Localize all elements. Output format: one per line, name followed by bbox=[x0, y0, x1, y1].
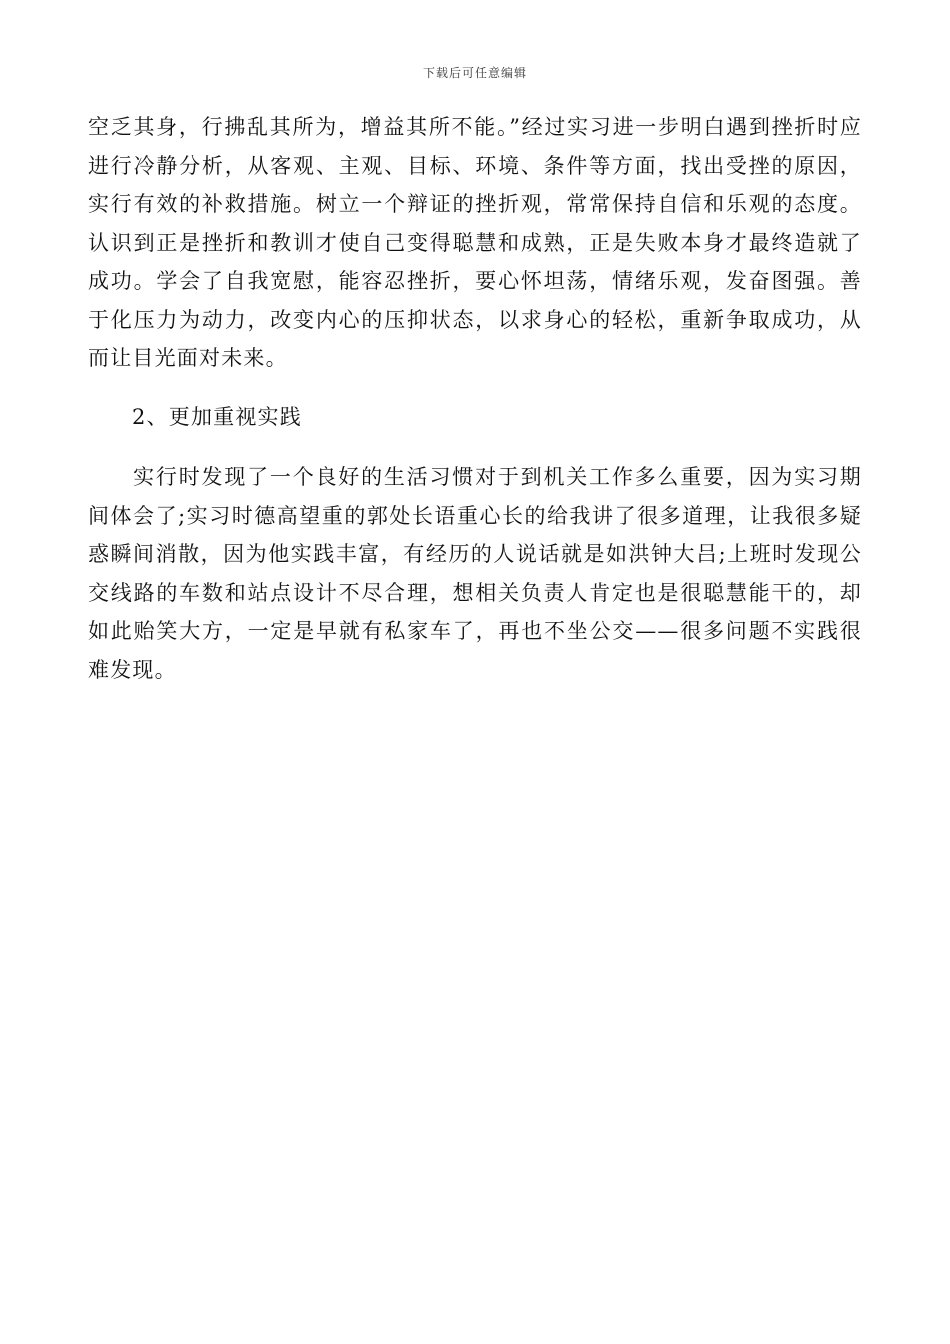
section-heading: 2、更加重视实践 bbox=[132, 404, 302, 429]
page-header: 下载后可任意编辑 bbox=[422, 66, 527, 80]
paragraph-spacer bbox=[88, 436, 862, 458]
paragraph-continuation: 空乏其身，行拂乱其所为，增益其所不能。”经过实习进一步明白遇到挫折时应进行冷静分析，从客观、主观、目标、环境、条件等方面，找出受挫的原因，实行有效的补救措施。树立一个辩证的挫折观，常常保持自信和乐观的态度。认识到正是挫折和教训才使自己变得聪慧和成熟，正是失败本身才最终造就了成功。学会了自我宽慰，能容忍挫折，要心怀坦荡，情绪乐观，发奋图强。善于化压力为动力，改变内心的压抑状态，以求身心的轻松，重新争取成功，从而让目光面对未来。 bbox=[88, 115, 862, 370]
paragraph-practice: 实行时发现了一个良好的生活习惯对于到机关工作多么重要，因为实习期间体会了;实习时德高望重的郭处长语重心长的给我讲了很多道理，让我很多疑惑瞬间消散，因为他实践丰富，有经历的人说话就是如洪钟大吕;上班时发现公交线路的车数和站点设计不尽合理，想相关负责人肯定也是很聪慧能干的，却如此贻笑大方，一定是早就有私家车了，再也不坐公交——很多问题不实践很难发现。 bbox=[88, 465, 862, 682]
document-body bbox=[88, 108, 862, 689]
paragraph-spacer bbox=[88, 378, 862, 398]
